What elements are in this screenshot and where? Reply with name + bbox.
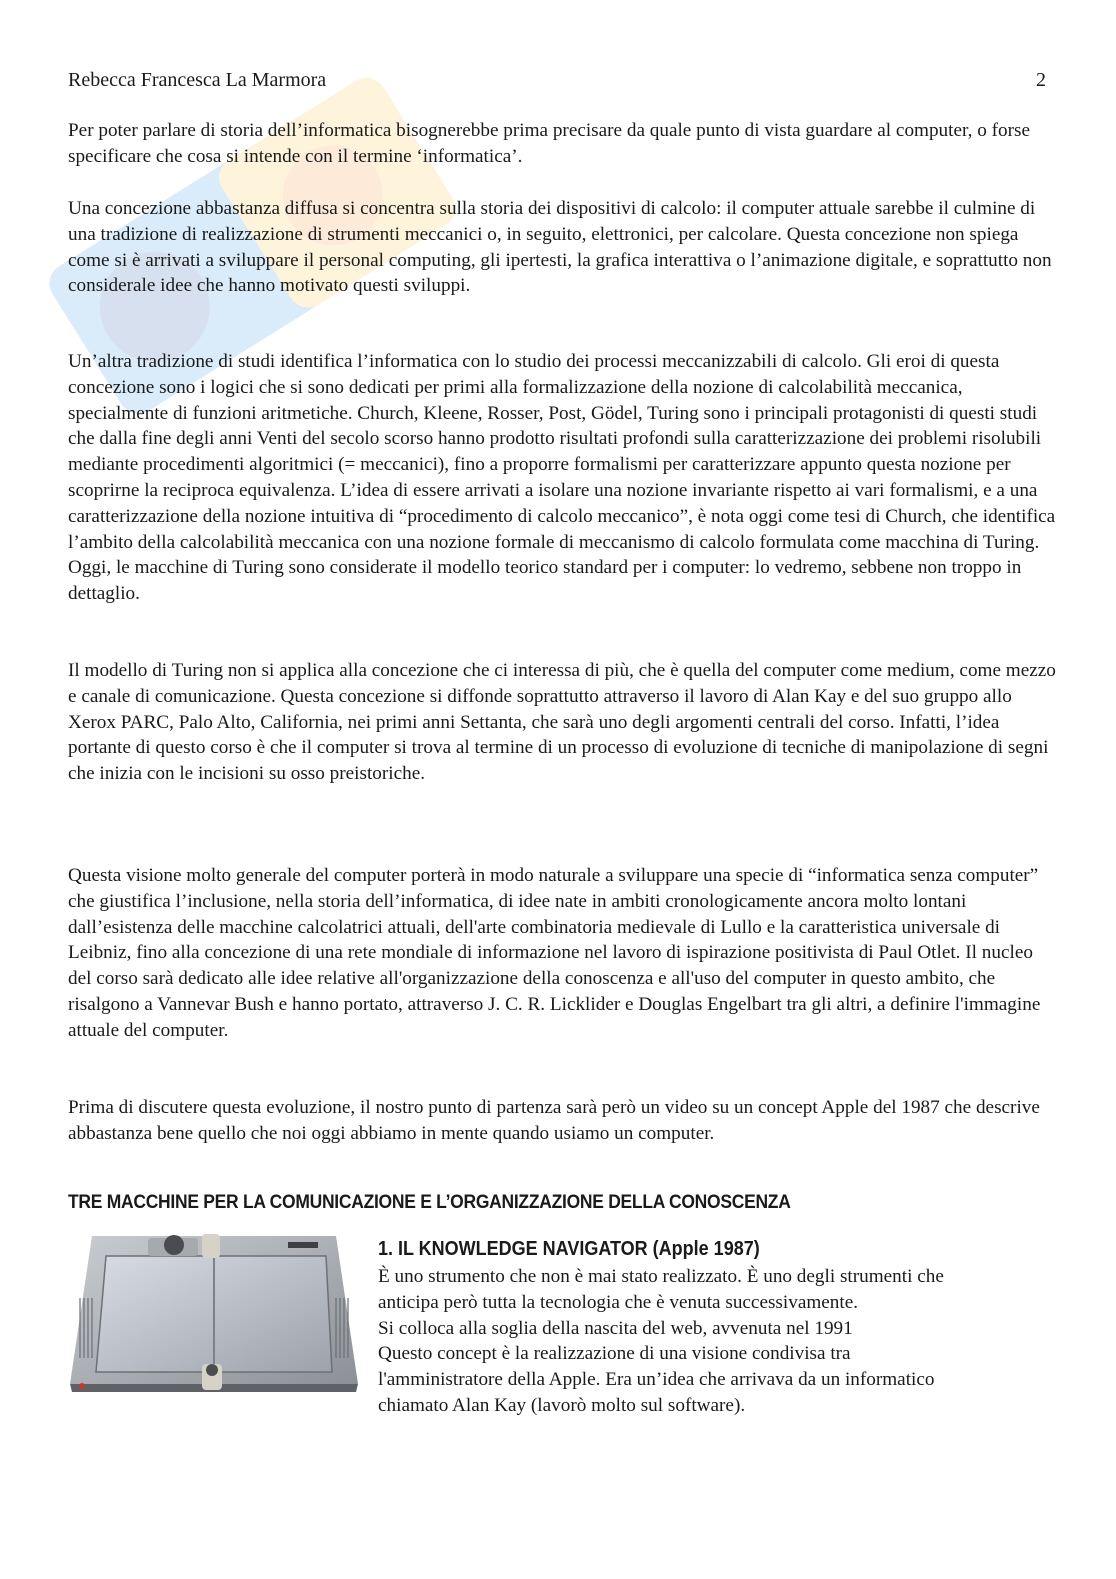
paragraph: Un’altra tradizione di studi identifica l’informatica con lo studio dei processi meccanizzabili di calcolo. Gli eroi di questa concezione sono i logici che si sono dedicati per primi alla formalizzazione della nozione di calcolabilità meccanica, specialmente di funzioni aritmetiche. Church, Kleene, Rosser, Post, Gödel, Turing sono i principali protagonisti di questi studi che dalla fine degli anni Venti del secolo scorso hanno prodotto risultati profondi sulla caratterizzazione dei problemi risolubili mediante procedimenti algoritmici (= meccanici), fino a proporre formalismi per caratterizzare appunto questa nozione per scoprirne la reciproca equivalenza. L’idea di essere arrivati a isolare una nozione invariante rispetto ai vari formalismi, e a una caratterizzazione della nozione intuitiva di “procedimento di calcolo meccanico”, è nota oggi come tesi di Church, che identifica l’ambito della calcolabilità meccanica con una nozione formale di meccanismo di calcolo formulata come macchina di Turing. Oggi, le macchine di Turing sono considerate il modello teorico standard per i computer: lo vedremo, sebbene non troppo in dettaglio. [68,351,1056,605]
item-title: 1. IL KNOWLEDGE NAVIGATOR (Apple 1987) [378,1238,760,1260]
paragraph: Per poter parlare di storia dell’informatica bisognerebbe prima precisare da quale punto di vista guardare al computer, o forse specificare che cosa si intende con il termine ‘informatica’. [68,120,1030,167]
item-line: chiamato Alan Kay (lavorò molto sul software). [378,1394,746,1416]
item-line: l'amministratore della Apple. Era un’idea che arrivava da un informatico [378,1369,935,1391]
knowledge-navigator-image [68,1228,360,1396]
paragraph: Prima di discutere questa evoluzione, il nostro punto di partenza sarà però un video su un concept Apple del 1987 che descrive abbastanza bene quello che noi oggi abbiamo in mente quando usiamo un computer. [68,1097,1040,1144]
section-title: TRE MACCHINE PER LA COMUNICAZIONE E L’ORGANIZZAZIONE DELLA CONOSCENZA [68,1192,791,1213]
paragraph: Una concezione abbastanza diffusa si concentra sulla storia dei dispositivi di calcolo: il computer attuale sarebbe il culmine di una tradizione di realizzazione di strumenti meccanici o, in seguito, elettronici, per calcolare. Questa concezione non spiega come si è arrivati a sviluppare il personal computing, gli ipertesti, la grafica interattiva o l’animazione digitale, e soprattutto non considerale idee che hanno motivato questi sviluppi. [68,198,1052,297]
author-name: Rebecca Francesca La Marmora [68,69,327,91]
paragraph: Il modello di Turing non si applica alla concezione che ci interessa di più, che è quella del computer come medium, come mezzo e canale di comunicazione. Questa concezione si diffonde soprattutto attraverso il lavoro di Alan Kay e del suo gruppo allo Xerox PARC, Palo Alto, California, nei primi anni Settanta, che sarà uno degli argomenti centrali del corso. Infatti, l’idea portante di questo corso è che il computer si trova al termine di un processo di evoluzione di tecniche di manipolazione di segni che inizia con le incisioni su osso preistoriche. [68,660,1056,785]
item-line: È uno strumento che non è mai stato realizzato. È uno degli strumenti che [378,1266,944,1287]
item-description [378,1264,1058,1419]
item-line: Si colloca alla soglia della nascita del web, avvenuta nel 1991 [378,1317,853,1339]
item-line: Questo concept è la realizzazione di una visione condivisa tra [378,1343,851,1365]
page-number: 2 [1036,69,1046,91]
page-header [68,66,1046,94]
item-line: anticipa però tutta la tecnologia che è venuta successivamente. [378,1291,859,1313]
paragraph: Questa visione molto generale del computer porterà in modo naturale a sviluppare una specie di “informatica senza computer” che giustifica l’inclusione, nella storia dell’informatica, di idee nate in ambiti cronologicamente ancora molto lontani dall’esistenza delle macchine calcolatrici attuali, dell'arte combinatoria medievale di Lullo e la caratteristica universale di Leibniz, fino alla concezione di una rete mondiale di informazione nel lavoro di ispirazione positivista di Paul Otlet. Il nucleo del corso sarà dedicato alle idee relative all'organizzazione della conoscenza e all'uso del computer in questo ambito, che risalgono a Vannevar Bush e hanno portato, attraverso J. C. R. Licklider e Douglas Engelbart tra gli altri, a definire l'immagine attuale del computer. [68,865,1041,1041]
